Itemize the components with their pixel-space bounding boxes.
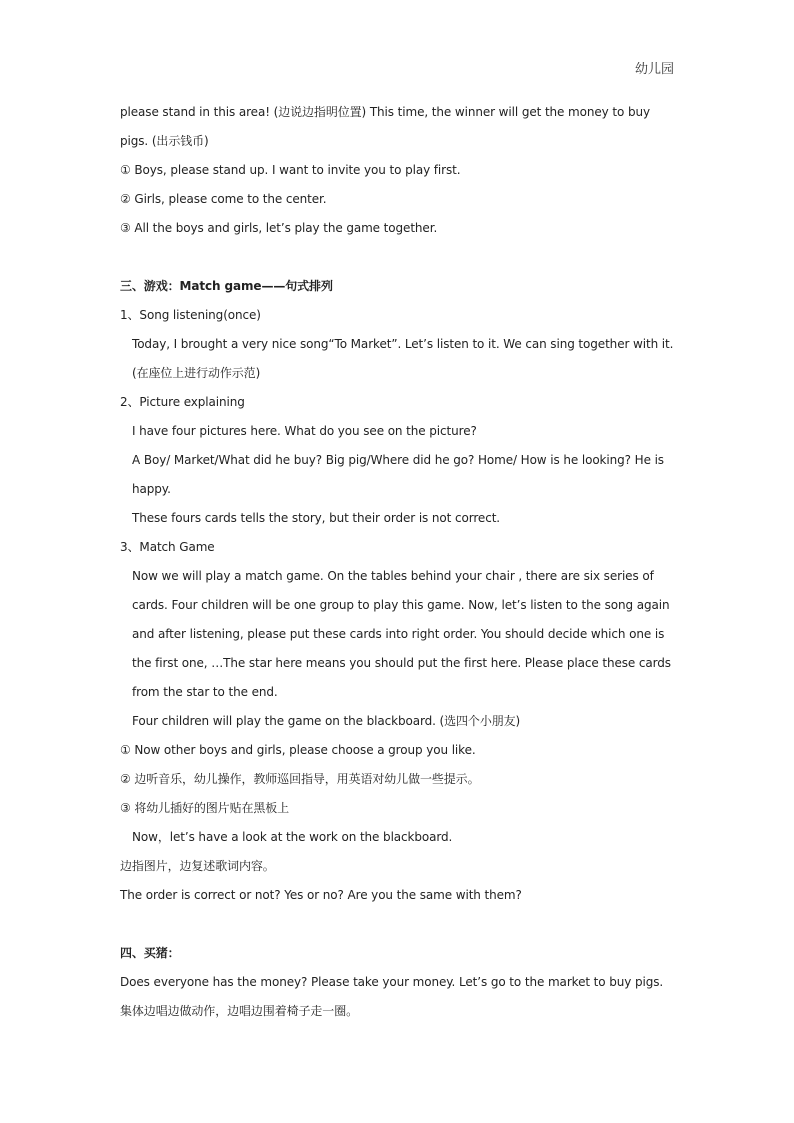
paragraph: These fours cards tells the story, but their order is not correct. bbox=[132, 511, 501, 525]
paragraph: A Boy/ Market/What did he buy? Big pig/Where did he go? Home/ How is he looking? He is happy. bbox=[132, 453, 664, 496]
list-item: ① Now other boys and girls, please choose a group you like. bbox=[120, 743, 476, 757]
list-item: ② 边听音乐，幼儿操作，教师巡回指导，用英语对幼儿做一些提示。 bbox=[120, 772, 480, 786]
paragraph: Today, I brought a very nice song“To Market”. Let’s listen to it. We can sing together with it. (在座位上进行动作示范) bbox=[132, 337, 674, 380]
paragraph: Does everyone has the money? Please take your money. Let’s go to the market to buy pigs. bbox=[120, 975, 664, 989]
paragraph: please stand in this area! (边说边指明位置) This time, the winner will get the money to buy pigs. (出示钱币) bbox=[120, 105, 650, 148]
document-body bbox=[120, 98, 678, 1026]
list-item: ③ All the boys and girls, let’s play the game together. bbox=[120, 221, 438, 235]
spacer bbox=[120, 910, 678, 939]
paragraph: Now，let’s have a look at the work on the blackboard. bbox=[132, 830, 453, 844]
page-header: 幼儿园 bbox=[634, 62, 674, 77]
section-heading: 四、买猪： bbox=[120, 946, 180, 960]
paragraph: I have four pictures here. What do you see on the picture? bbox=[132, 424, 477, 438]
subsection-heading: 3、Match Game bbox=[120, 540, 215, 554]
paragraph: The order is correct or not? Yes or no? Are you the same with them? bbox=[120, 888, 522, 902]
paragraph: Four children will play the game on the blackboard. (选四个小朋友) bbox=[132, 714, 521, 728]
list-item: ② Girls, please come to the center. bbox=[120, 192, 327, 206]
paragraph: 集体边唱边做动作，边唱边围着椅子走一圈。 bbox=[120, 1004, 359, 1018]
paragraph: Now we will play a match game. On the tables behind your chair , there are six series of cards. Four children will be one group to play this game. Now, let’s listen to the song again and after listening, please put these cards into right order. You should decide which one is the first one, …The star here means you should put the first here. Please place these cards from the star to the end. bbox=[132, 569, 671, 699]
subsection-heading: 1、Song listening(once) bbox=[120, 308, 261, 322]
spacer bbox=[120, 243, 678, 272]
paragraph: 边指图片，边复述歌词内容。 bbox=[120, 859, 275, 873]
subsection-heading: 2、Picture explaining bbox=[120, 395, 245, 409]
list-item: ③ 将幼儿插好的图片贴在黑板上 bbox=[120, 801, 290, 815]
section-heading: 三、游戏：Match game——句式排列 bbox=[120, 279, 333, 293]
list-item: ① Boys, please stand up. I want to invite you to play first. bbox=[120, 163, 461, 177]
